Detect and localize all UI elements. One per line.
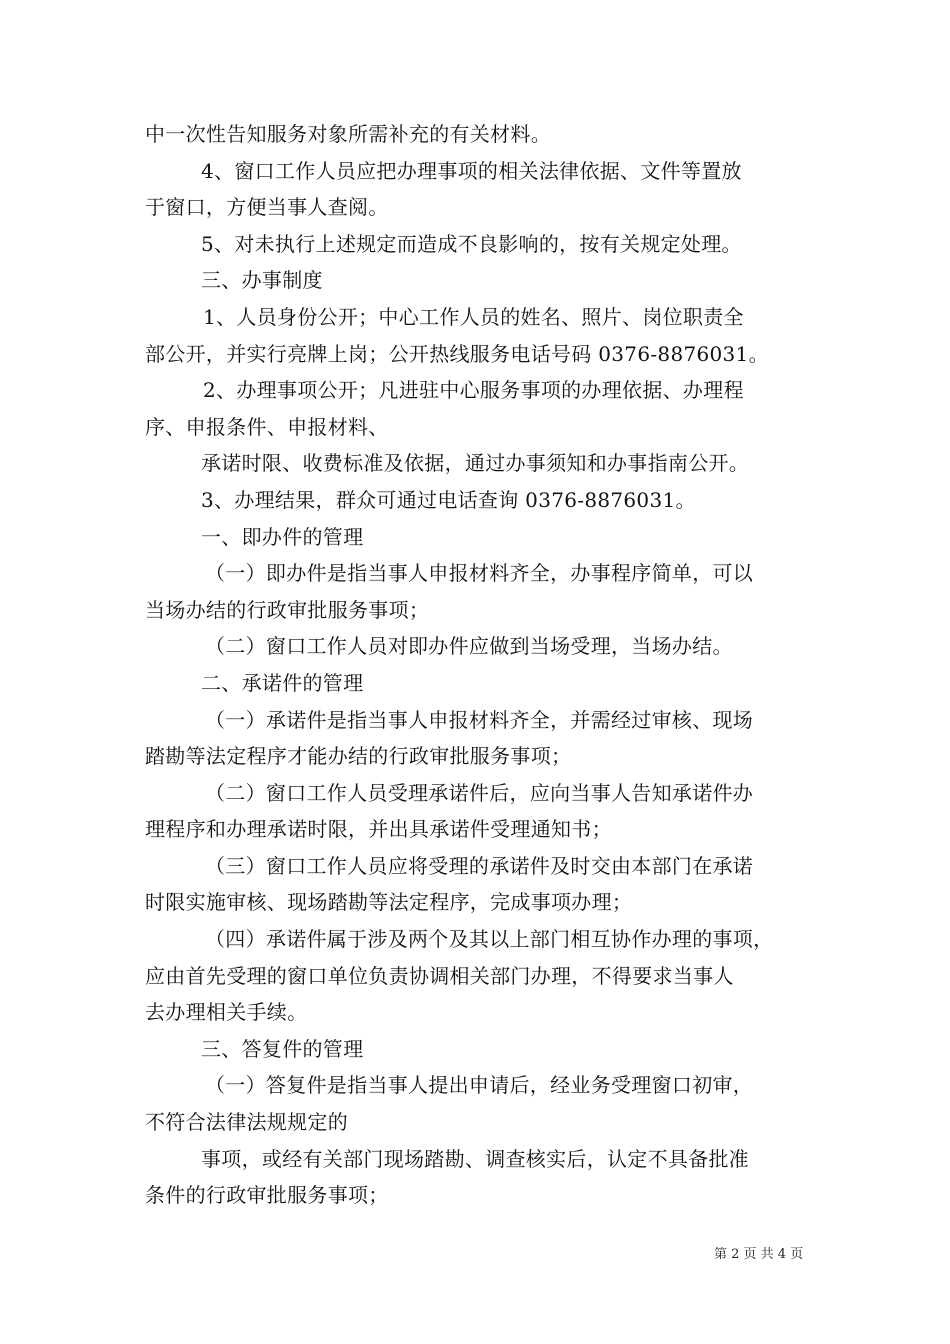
text-line: 踏勘等法定程序才能办结的行政审批服务事项； bbox=[145, 744, 572, 769]
text-line: 去办理相关手续。 bbox=[145, 1000, 308, 1025]
text-line: 2、办理事项公开；凡进驻中心服务事项的办理依据、办理程 bbox=[203, 378, 744, 403]
text-line: （一）答复件是指当事人提出申请后，经业务受理窗口初审， bbox=[205, 1073, 754, 1098]
text-line: 事项，或经有关部门现场踏勘、调查核实后，认定不具备批准 bbox=[201, 1146, 750, 1171]
section-heading: 一、即办件的管理 bbox=[201, 524, 364, 549]
text-line: 4、窗口工作人员应把办理事项的相关法律依据、文件等置放 bbox=[201, 158, 742, 183]
section-heading: 二、承诺件的管理 bbox=[201, 670, 364, 695]
section-heading: 三、办事制度 bbox=[201, 268, 323, 293]
text-line: （四）承诺件属于涉及两个及其以上部门相互协作办理的事项， bbox=[205, 927, 774, 952]
text-line: 理程序和办理承诺时限，并出具承诺件受理通知书； bbox=[145, 817, 612, 842]
text-line: 不符合法律法规规定的 bbox=[145, 1110, 348, 1135]
text-line: 1、人员身份公开；中心工作人员的姓名、照片、岗位职责全 bbox=[203, 304, 744, 329]
page-number: 第 2 页 共 4 页 bbox=[714, 1247, 804, 1262]
text-line: 序、申报条件、申报材料、 bbox=[145, 414, 389, 439]
text-line: 部公开，并实行亮牌上岗；公开热线服务电话号码 0376-8876031。 bbox=[145, 341, 769, 366]
text-line: （二）窗口工作人员对即办件应做到当场受理，当场办结。 bbox=[205, 634, 733, 659]
text-line: 时限实施审核、现场踏勘等法定程序，完成事项办理； bbox=[145, 890, 633, 915]
text-line: 应由首先受理的窗口单位负责协调相关部门办理，不得要求当事人 bbox=[145, 963, 734, 988]
text-line: 于窗口，方便当事人查阅。 bbox=[145, 195, 389, 220]
text-line: 承诺时限、收费标准及依据，通过办事须知和办事指南公开。 bbox=[201, 451, 750, 476]
text-line: （三）窗口工作人员应将受理的承诺件及时交由本部门在承诺 bbox=[205, 853, 754, 878]
text-line: 3、办理结果，群众可通过电话查询 0376-8876031。 bbox=[201, 487, 696, 512]
text-line: （一）承诺件是指当事人申报材料齐全，并需经过审核、现场 bbox=[205, 707, 754, 732]
text-line: 中一次性告知服务对象所需补充的有关材料。 bbox=[145, 122, 551, 146]
text-line: （一）即办件是指当事人申报材料齐全，办事程序简单，可以 bbox=[205, 561, 754, 586]
text-line: 5、对未执行上述规定而造成不良影响的，按有关规定处理。 bbox=[201, 231, 742, 256]
text-line: 条件的行政审批服务事项； bbox=[145, 1183, 389, 1208]
document-body bbox=[145, 116, 825, 1214]
section-heading: 三、答复件的管理 bbox=[201, 1036, 364, 1061]
text-line: 当场办结的行政审批服务事项； bbox=[145, 597, 430, 622]
text-line: （二）窗口工作人员受理承诺件后，应向当事人告知承诺件办 bbox=[205, 780, 754, 805]
